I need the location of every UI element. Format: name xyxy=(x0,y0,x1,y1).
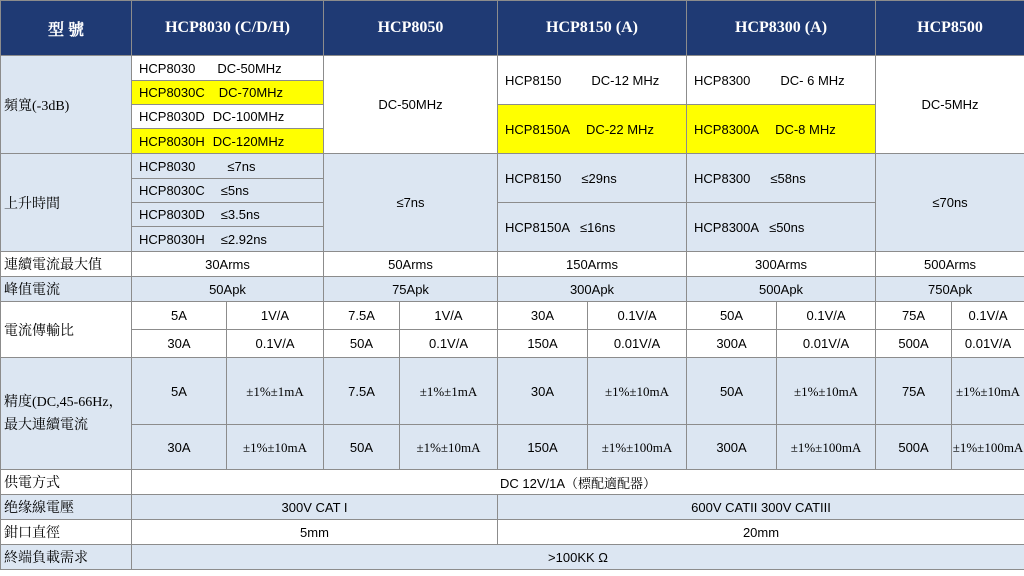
table-cell: 30A xyxy=(498,302,588,330)
rise-time-value: ≤5ns xyxy=(220,183,249,198)
rise-time-row xyxy=(1,154,1024,179)
clamp-row xyxy=(1,520,1024,545)
rise-time-value: ≤2.92ns xyxy=(220,231,267,247)
table-cell: 30A xyxy=(132,425,227,470)
rise-time-label: 上升時間 xyxy=(1,154,132,252)
power-row xyxy=(1,470,1024,495)
rise-time-value: ≤7ns xyxy=(227,158,256,174)
table-cell: 50A xyxy=(324,425,400,470)
rise-time-hcp8300 xyxy=(687,154,876,203)
load-value: >100KK Ω xyxy=(132,545,1024,570)
table-cell: 150Arms xyxy=(498,252,687,277)
bandwidth-hcp8050: DC-50MHz xyxy=(324,56,498,154)
table-cell: 300V CAT I xyxy=(132,495,498,520)
bandwidth-value: DC-120MHz xyxy=(212,133,285,149)
model-name: HCP8030C xyxy=(139,85,205,100)
bandwidth-label: 頻寬(-3dB) xyxy=(1,56,132,154)
table-cell: 1V/A xyxy=(400,302,498,330)
model-name: HCP8030D xyxy=(139,109,205,124)
continuous-current-row xyxy=(1,252,1024,277)
table-cell: 500Apk xyxy=(687,277,876,302)
header-row xyxy=(1,1,1024,56)
table-cell: 600V CATII 300V CATIII xyxy=(498,495,1024,520)
model-name: HCP8030 xyxy=(139,60,196,76)
table-cell: 5mm xyxy=(132,520,498,545)
table-cell: 0.01V/A xyxy=(777,330,876,358)
table-cell: 30Arms xyxy=(132,252,324,277)
table-cell: 75A xyxy=(876,302,952,330)
rise-time-value: ≤16ns xyxy=(580,219,616,235)
bandwidth-hcp8300a xyxy=(687,105,876,154)
table-cell: 300Arms xyxy=(687,252,876,277)
table-cell: 1V/A xyxy=(227,302,324,330)
model-name: HCP8030H xyxy=(139,231,205,247)
bandwidth-value: DC-50MHz xyxy=(217,60,282,76)
model-header-hcp8150: HCP8150 (A) xyxy=(498,1,687,56)
rise-time-value: ≤3.5ns xyxy=(220,207,260,222)
model-name: HCP8300 xyxy=(694,72,751,88)
rise-time-hcp8300a xyxy=(687,203,876,252)
table-cell: 30A xyxy=(132,330,227,358)
table-cell: ±1%±10mA xyxy=(777,358,876,425)
table-cell: 300A xyxy=(687,330,777,358)
bandwidth-hcp8030h xyxy=(132,129,324,154)
bandwidth-hcp8150a xyxy=(498,105,687,154)
rise-time-value: ≤58ns xyxy=(770,170,806,186)
ratio-row xyxy=(1,302,1024,330)
table-cell: 50A xyxy=(687,358,777,425)
table-cell: ±1%±1mA xyxy=(227,358,324,425)
insulation-label: 绝缘線電壓 xyxy=(1,495,132,520)
load-row xyxy=(1,545,1024,570)
table-cell: ±1%±1mA xyxy=(400,358,498,425)
model-header-hcp8030: HCP8030 (C/D/H) xyxy=(132,1,324,56)
table-cell: 20mm xyxy=(498,520,1024,545)
table-cell: 5A xyxy=(132,302,227,330)
rise-time-hcp8050: ≤7ns xyxy=(324,154,498,252)
model-name: HCP8030H xyxy=(139,133,205,149)
continuous-current-label: 連續電流最大值 xyxy=(1,252,132,277)
bandwidth-hcp8500: DC-5MHz xyxy=(876,56,1024,154)
bandwidth-hcp8150 xyxy=(498,56,687,105)
bandwidth-hcp8030 xyxy=(132,56,324,81)
table-cell: ±1%±100mA xyxy=(588,425,687,470)
table-cell: ±1%±10mA xyxy=(588,358,687,425)
model-header-label: 型 號 xyxy=(1,1,132,56)
table-cell: 0.01V/A xyxy=(952,330,1024,358)
table-cell: 75A xyxy=(876,358,952,425)
bandwidth-value: DC-8 MHz xyxy=(775,121,836,137)
bandwidth-value: DC-70MHz xyxy=(218,85,284,100)
table-cell: 50Arms xyxy=(324,252,498,277)
bandwidth-row xyxy=(1,105,1024,129)
bandwidth-row xyxy=(1,56,1024,81)
model-name: HCP8030D xyxy=(139,207,205,222)
model-name: HCP8150 xyxy=(505,72,562,88)
peak-current-label: 峰值電流 xyxy=(1,277,132,302)
bandwidth-value: DC-12 MHz xyxy=(591,72,660,88)
load-label: 終端負載需求 xyxy=(1,545,132,570)
model-name: HCP8030 xyxy=(139,158,196,174)
table-cell: 50Apk xyxy=(132,277,324,302)
ratio-row xyxy=(1,330,1024,358)
accuracy-row xyxy=(1,425,1024,470)
table-cell: 75Apk xyxy=(324,277,498,302)
accuracy-row xyxy=(1,358,1024,425)
bandwidth-hcp8030c xyxy=(132,81,324,105)
rise-time-hcp8150a xyxy=(498,203,687,252)
rise-time-hcp8030d xyxy=(132,203,324,227)
bandwidth-value: DC-100MHz xyxy=(212,109,285,124)
table-cell: ±1%±10mA xyxy=(227,425,324,470)
power-value: DC 12V/1A（標配適配器） xyxy=(132,470,1024,495)
rise-time-hcp8150 xyxy=(498,154,687,203)
model-header-hcp8500: HCP8500 xyxy=(876,1,1024,56)
model-name: HCP8300A xyxy=(694,121,760,137)
model-name: HCP8150A xyxy=(505,121,571,137)
table-cell: 50A xyxy=(687,302,777,330)
insulation-row xyxy=(1,495,1024,520)
table-cell: 0.1V/A xyxy=(588,302,687,330)
table-cell: 500A xyxy=(876,425,952,470)
table-cell: 300A xyxy=(687,425,777,470)
bandwidth-hcp8300 xyxy=(687,56,876,105)
table-cell: 150A xyxy=(498,425,588,470)
model-name: HCP8150A xyxy=(505,219,571,235)
rise-time-row xyxy=(1,203,1024,227)
table-cell: 0.1V/A xyxy=(227,330,324,358)
rise-time-value: ≤29ns xyxy=(581,170,617,186)
power-label: 供電方式 xyxy=(1,470,132,495)
peak-current-row xyxy=(1,277,1024,302)
bandwidth-value: DC- 6 MHz xyxy=(780,72,845,88)
table-cell: 500A xyxy=(876,330,952,358)
rise-time-hcp8030h xyxy=(132,227,324,252)
table-cell: 50A xyxy=(324,330,400,358)
rise-time-hcp8030 xyxy=(132,154,324,179)
model-header-hcp8050: HCP8050 xyxy=(324,1,498,56)
table-cell: 5A xyxy=(132,358,227,425)
clamp-label: 鉗口直徑 xyxy=(1,520,132,545)
table-cell: 0.1V/A xyxy=(952,302,1024,330)
table-cell: 150A xyxy=(498,330,588,358)
model-name: HCP8150 xyxy=(505,170,562,186)
model-name: HCP8300 xyxy=(694,170,751,186)
accuracy-label: 精度(DC,45-66Hz，最大連續電流 xyxy=(1,358,132,470)
table-cell: 0.1V/A xyxy=(400,330,498,358)
table-cell: 300Apk xyxy=(498,277,687,302)
model-name: HCP8300A xyxy=(694,219,760,235)
table-cell: ±1%±100mA xyxy=(952,425,1024,470)
rise-time-value: ≤50ns xyxy=(769,219,805,235)
model-header-hcp8300: HCP8300 (A) xyxy=(687,1,876,56)
table-cell: 750Apk xyxy=(876,277,1024,302)
bandwidth-hcp8030d xyxy=(132,105,324,129)
rise-time-hcp8500: ≤70ns xyxy=(876,154,1024,252)
table-cell: ±1%±100mA xyxy=(777,425,876,470)
table-cell: ±1%±10mA xyxy=(952,358,1024,425)
ratio-label: 電流傳輸比 xyxy=(1,302,132,358)
table-cell: ±1%±10mA xyxy=(400,425,498,470)
table-cell: 0.01V/A xyxy=(588,330,687,358)
model-name: HCP8030C xyxy=(139,183,205,198)
table-cell: 7.5A xyxy=(324,302,400,330)
table-cell: 500Arms xyxy=(876,252,1024,277)
table-cell: 30A xyxy=(498,358,588,425)
table-cell: 0.1V/A xyxy=(777,302,876,330)
table-cell: 7.5A xyxy=(324,358,400,425)
bandwidth-value: DC-22 MHz xyxy=(586,121,654,137)
rise-time-hcp8030c xyxy=(132,179,324,203)
